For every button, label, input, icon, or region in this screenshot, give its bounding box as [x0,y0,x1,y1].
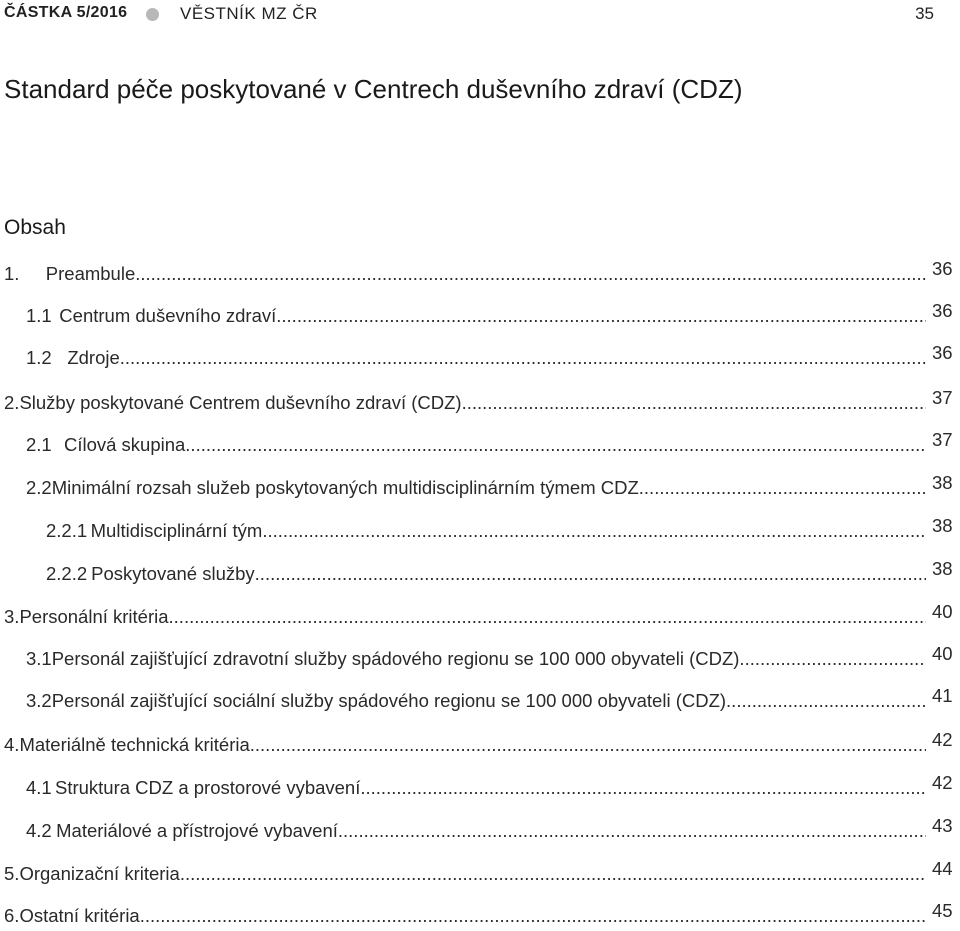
dot-leader [276,305,926,327]
toc-entry-number: 2.2.1 [46,520,88,541]
toc-entry-number: 4.2 [26,820,52,841]
toc-entry-number: 1. [4,263,20,284]
dot-leader [135,263,926,285]
toc-entry-label: Struktura CDZ a prostorové vybavení [54,777,361,798]
toc-entry [26,690,926,716]
toc-entry-page: 36 [932,300,953,321]
toc-entry-page: 38 [932,515,953,536]
toc-entry-page: 42 [932,729,953,750]
toc-entry-label: Preambule [45,263,136,284]
toc-entry-number: 5. [4,863,20,884]
toc-entry-label: Multidisciplinární tým [90,520,263,541]
toc-entry-number: 2.2.2 [46,563,88,584]
issue-label: ČÁSTKA 5/2016 [4,4,128,21]
page-number: 35 [915,4,934,23]
toc-entry [46,563,926,589]
toc-entry-label: Personální kritéria [19,606,169,627]
journal-name: VĚSTNÍK MZ ČR [180,4,318,23]
toc-entry-page: 45 [932,900,953,921]
toc-entry [26,305,926,331]
toc-entry-number: 1.1 [26,305,52,326]
toc-entry-number: 6. [4,905,20,926]
toc-entry [26,648,926,674]
toc-entry-number: 3.1 [26,648,52,669]
toc-entry [26,477,926,503]
toc-entry [26,434,926,460]
dot-leader [180,863,926,885]
toc-entry-label: Zdroje [67,347,120,368]
toc-entry-page: 40 [932,643,953,664]
toc-entry-page: 41 [932,685,953,706]
toc-entry-number: 2.1 [26,434,52,455]
toc-entry [4,734,926,760]
dot-leader [120,347,926,369]
toc-entry-label: Cílová skupina [63,434,186,455]
toc-entry-page: 44 [932,858,953,879]
dot-leader [745,648,926,670]
toc-entry-label: Personál zajišťující zdravotní služby spádového regionu se 100 000 obyvateli (CDZ). [51,648,745,669]
toc-entry-page: 36 [932,258,953,279]
toc-entry-label: Služby poskytované Centrem duševního zdraví (CDZ) [19,392,462,413]
page-header [0,0,960,30]
toc-entry [4,905,926,931]
toc-entry [26,347,926,373]
toc-entry-label: Organizační kriteria [19,863,180,884]
toc-entry-page: 43 [932,815,953,836]
dot-leader [169,606,926,628]
dot-leader [338,820,926,842]
toc-entry-label: Minimální rozsah služeb poskytovaných multidisciplinárním týmem CDZ [51,477,639,498]
toc-entry-label: Poskytované služby [91,563,255,584]
toc-entry [26,820,926,846]
toc-entry [4,392,926,418]
toc-entry-label: Ostatní kritéria [19,905,140,926]
toc-entry-page: 38 [932,558,953,579]
toc-entry-page: 42 [932,772,953,793]
dot-leader [462,392,926,414]
toc-entry-page: 40 [932,601,953,622]
toc-entry [4,263,926,289]
dot-leader [639,477,926,499]
toc-entry-page: 36 [932,342,953,363]
toc-entry-page: 37 [932,429,953,450]
document-title: Standard péče poskytované v Centrech duševního zdraví (CDZ) [4,74,743,104]
dot-leader [726,690,926,712]
dot-leader [262,520,926,542]
toc-entry [26,777,926,803]
toc-entry-label: Centrum duševního zdraví [59,305,277,326]
toc-entry-number: 2. [4,392,20,413]
toc-heading: Obsah [4,216,66,239]
dot-leader [250,734,926,756]
toc-entry [4,863,926,889]
toc-entry-number: 3.2 [26,690,52,711]
toc-entry [4,606,926,632]
toc-entry-page: 38 [932,472,953,493]
toc-entry-number: 2.2 [26,477,52,498]
toc-entry-page: 37 [932,387,953,408]
toc-entry-number: 4.1 [26,777,52,798]
bullet-dot-icon [146,8,159,21]
toc-entry-label: Personál zajišťující sociální služby spádového regionu se 100 000 obyvateli (CDZ) [51,690,727,711]
toc-entry-number: 4. [4,734,20,755]
toc-entry-number: 3. [4,606,20,627]
toc-entry-label: Materiálně technická kritéria [19,734,250,755]
toc-entry-label: Materiálové a přístrojové vybavení [56,820,338,841]
dot-leader [360,777,926,799]
toc-entry-number: 1.2 [26,347,52,368]
dot-leader [185,434,926,456]
dot-leader [255,563,926,585]
dot-leader [140,905,926,927]
toc-entry [46,520,926,546]
